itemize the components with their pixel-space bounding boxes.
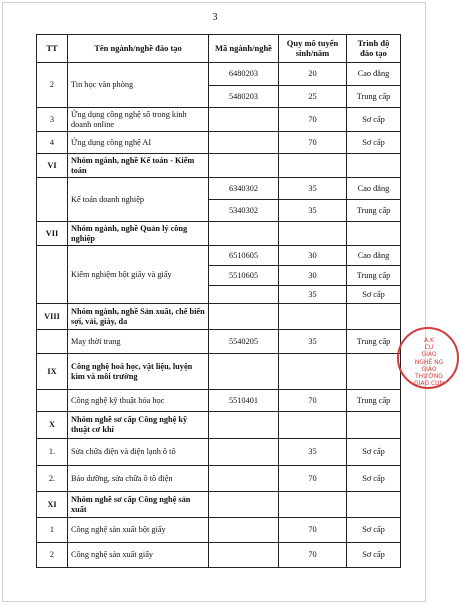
- row-name: Công nghệ sản xuất bột giấy: [68, 518, 209, 543]
- row-tt: [37, 246, 68, 304]
- row-name: Ứng dụng công nghệ số trong kinh doanh online: [68, 108, 209, 132]
- stamp-text: GIAO CUN: [413, 380, 445, 388]
- row-level: Sơ cấp: [347, 108, 401, 132]
- row-scale: 20: [279, 63, 347, 86]
- header-code: Mã ngành/nghề: [209, 35, 279, 63]
- row-level: Sơ cấp: [347, 132, 401, 154]
- row-scale: 35: [279, 330, 347, 354]
- empty-cell: [279, 354, 347, 390]
- row-level: Sơ cấp: [347, 286, 401, 304]
- row-tt: 1.: [37, 439, 68, 466]
- table-row: [37, 439, 401, 466]
- stamp-text: GIÁO: [421, 365, 437, 373]
- row-code: [209, 518, 279, 543]
- empty-cell: [209, 222, 279, 246]
- row-level: Sơ cấp: [347, 439, 401, 466]
- row-code: [209, 439, 279, 466]
- empty-cell: [347, 222, 401, 246]
- row-name: Sửa chữa điện và điện lạnh ô tô: [68, 439, 209, 466]
- table-row: [37, 246, 401, 266]
- empty-cell: [279, 222, 347, 246]
- group-name: Công nghệ hoá học, vật liệu, luyện kim và môi trường: [68, 354, 209, 390]
- row-level: Cao đẳng: [347, 63, 401, 86]
- group-tt: XI: [37, 492, 68, 518]
- row-code: 5510605: [209, 266, 279, 286]
- group-name: Nhóm nghề sơ cấp Công nghệ kỹ thuật cơ khí: [68, 412, 209, 439]
- row-code: 5540205: [209, 330, 279, 354]
- group-name: Nhóm ngành, nghề Sản xuất, chế biến sợi, vải, giày, da: [68, 304, 209, 330]
- row-tt: [37, 390, 68, 412]
- row-name: Tin học văn phòng: [68, 63, 209, 108]
- group-tt: IX: [37, 354, 68, 390]
- group-row: [37, 354, 401, 390]
- row-level: Sơ cấp: [347, 466, 401, 492]
- row-code: 5480203: [209, 86, 279, 108]
- header-row: [37, 35, 401, 63]
- stamp-text: THƯỜNG: [415, 372, 443, 380]
- row-code: 6510605: [209, 246, 279, 266]
- table-row: [37, 518, 401, 543]
- empty-cell: [347, 412, 401, 439]
- row-scale: 70: [279, 466, 347, 492]
- empty-cell: [347, 154, 401, 178]
- row-tt: 3: [37, 108, 68, 132]
- empty-cell: [279, 492, 347, 518]
- training-table: [36, 34, 401, 568]
- group-row: [37, 412, 401, 439]
- row-level: Sơ cấp: [347, 518, 401, 543]
- row-scale: 70: [279, 390, 347, 412]
- group-row: [37, 492, 401, 518]
- row-tt: 2: [37, 543, 68, 568]
- row-code: 5510401: [209, 390, 279, 412]
- empty-cell: [209, 492, 279, 518]
- row-code: [209, 132, 279, 154]
- header-name: Tên ngành/nghề đào tạo: [68, 35, 209, 63]
- table-row: [37, 543, 401, 568]
- row-scale: 70: [279, 543, 347, 568]
- row-scale: 70: [279, 108, 347, 132]
- row-name: Ứng dụng công nghệ AI: [68, 132, 209, 154]
- row-code: [209, 466, 279, 492]
- table-row: [37, 108, 401, 132]
- row-scale: 30: [279, 246, 347, 266]
- group-tt: VIII: [37, 304, 68, 330]
- table-row: [37, 63, 401, 86]
- row-level: Trung cấp: [347, 200, 401, 222]
- table-row: [37, 330, 401, 354]
- empty-cell: [347, 354, 401, 390]
- group-row: [37, 222, 401, 246]
- empty-cell: [279, 154, 347, 178]
- row-tt: 1: [37, 518, 68, 543]
- row-scale: 35: [279, 286, 347, 304]
- row-level: Trung cấp: [347, 86, 401, 108]
- row-tt: 2.: [37, 466, 68, 492]
- empty-cell: [279, 304, 347, 330]
- row-level: Sơ cấp: [347, 543, 401, 568]
- group-row: [37, 304, 401, 330]
- group-tt: VI: [37, 154, 68, 178]
- red-seal-stamp: [397, 327, 459, 389]
- row-name: Kế toán doanh nghiệp: [68, 178, 209, 222]
- row-tt: [37, 330, 68, 354]
- row-code: [209, 108, 279, 132]
- group-tt: X: [37, 412, 68, 439]
- empty-cell: [279, 412, 347, 439]
- empty-cell: [347, 492, 401, 518]
- row-level: Cao đẳng: [347, 246, 401, 266]
- row-tt: [37, 178, 68, 222]
- empty-cell: [209, 412, 279, 439]
- stamp-clip: [396, 320, 445, 400]
- group-row: [37, 154, 401, 178]
- row-scale: 70: [279, 132, 347, 154]
- empty-cell: [209, 354, 279, 390]
- table-row: [37, 390, 401, 412]
- header-level: Trình độ đào tạo: [347, 35, 401, 63]
- row-level: Cao đẳng: [347, 178, 401, 200]
- page-number: 3: [212, 12, 218, 23]
- group-tt: VII: [37, 222, 68, 246]
- stamp-text: A.K: [424, 337, 434, 344]
- table-row: [37, 178, 401, 200]
- empty-cell: [209, 304, 279, 330]
- row-code: [209, 543, 279, 568]
- row-tt: 4: [37, 132, 68, 154]
- stamp-text: CU: [424, 344, 434, 352]
- header-tt: TT: [37, 35, 68, 63]
- table-row: [37, 132, 401, 154]
- row-name: Công nghệ kỹ thuật hóa học: [68, 390, 209, 412]
- row-name: Công nghệ sản xuất giấy: [68, 543, 209, 568]
- row-name: Kiểm nghiệm bột giấy và giấy: [68, 246, 209, 304]
- row-level: Trung cấp: [347, 390, 401, 412]
- row-code: [209, 286, 279, 304]
- row-scale: 70: [279, 518, 347, 543]
- row-scale: 30: [279, 266, 347, 286]
- row-scale: 35: [279, 439, 347, 466]
- row-scale: 35: [279, 178, 347, 200]
- stamp-text: NGHỀ NG: [414, 358, 444, 366]
- group-name: Nhóm ngành, nghề Kế toán - Kiểm toán: [68, 154, 209, 178]
- row-name: May thời trang: [68, 330, 209, 354]
- row-level: Trung cấp: [347, 330, 401, 354]
- row-code: 6340302: [209, 178, 279, 200]
- row-tt: 2: [37, 63, 68, 108]
- table-row: [37, 466, 401, 492]
- row-code: 6480203: [209, 63, 279, 86]
- header-scale: Quy mô tuyển sinh/năm: [279, 35, 347, 63]
- group-name: Nhóm nghề sơ cấp Công nghệ sản xuất: [68, 492, 209, 518]
- empty-cell: [209, 154, 279, 178]
- stamp-text: GIÁO: [421, 351, 437, 359]
- group-name: Nhóm ngành, nghề Quản lý công nghiệp: [68, 222, 209, 246]
- row-scale: 35: [279, 200, 347, 222]
- empty-cell: [347, 304, 401, 330]
- row-level: Trung cấp: [347, 266, 401, 286]
- row-code: 5340302: [209, 200, 279, 222]
- row-scale: 25: [279, 86, 347, 108]
- row-name: Bảo dưỡng, sửa chữa ô tô điện: [68, 466, 209, 492]
